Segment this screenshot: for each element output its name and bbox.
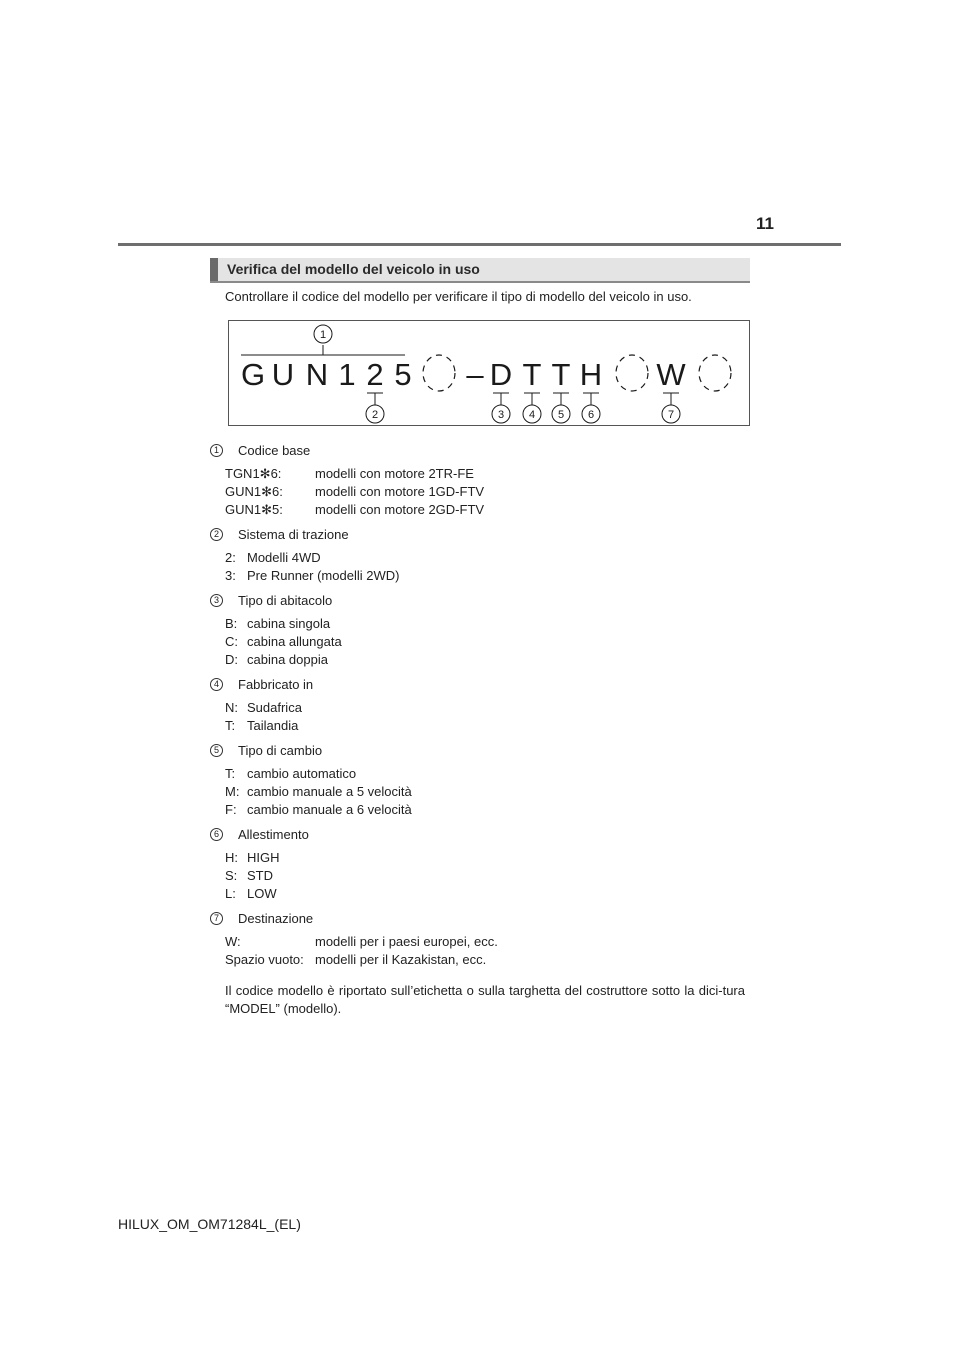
callout-number: 4 [528, 409, 536, 421]
item-title: Tipo di abitacolo [238, 592, 333, 608]
item-allestimento [210, 825, 309, 903]
item-number-badge: 1 [210, 444, 223, 457]
callout-number: 6 [587, 409, 595, 421]
model-label-note: Il codice modello è riportato sull’etichetta o sulla targhetta del costruttore sotto la dici-tura “MODEL” (modello). [225, 983, 745, 1016]
code-letter: U [271, 357, 295, 392]
item-number-badge: 3 [210, 594, 223, 607]
option-code: 2: [225, 550, 236, 565]
option-code: M: [225, 784, 240, 799]
callout-number: 3 [497, 409, 505, 421]
option-code: C: [225, 634, 238, 649]
option-desc: LOW [247, 886, 277, 901]
option-desc: modelli per il Kazakistan, ecc. [315, 952, 487, 967]
code-letter: T [551, 357, 571, 392]
option-code: B: [225, 616, 238, 631]
code-letter: H [579, 357, 603, 392]
item-tipo-cambio [210, 741, 412, 819]
option-desc: Tailandia [247, 718, 299, 733]
option-code: GUN1✻6: [225, 484, 283, 499]
option-code: TGN1✻6: [225, 466, 282, 481]
option-code: W: [225, 934, 241, 949]
blank-position-marker [699, 355, 731, 391]
option-code: L: [225, 886, 236, 901]
option-desc: cabina allungata [247, 634, 342, 649]
option-desc: Sudafrica [247, 700, 302, 715]
option-desc: cabina singola [247, 616, 331, 631]
option-desc: modelli con motore 2TR-FE [315, 466, 474, 481]
option-row [225, 801, 412, 819]
option-row [225, 465, 484, 483]
option-desc: Modelli 4WD [247, 550, 321, 565]
option-row [225, 633, 342, 651]
option-row [225, 885, 309, 903]
option-desc: modelli per i paesi europei, ecc. [315, 934, 498, 949]
option-desc: STD [247, 868, 273, 883]
option-code: H: [225, 850, 238, 865]
option-code: Spazio vuoto: [225, 952, 304, 967]
item-title: Codice base [238, 442, 311, 458]
option-desc: modelli con motore 1GD-FTV [315, 484, 485, 499]
item-number-badge: 4 [210, 678, 223, 691]
option-desc: HIGH [247, 850, 280, 865]
option-row [225, 783, 412, 801]
item-tipo-abitacolo [210, 591, 342, 669]
item-title: Sistema di trazione [238, 526, 349, 542]
callout-number: 1 [319, 329, 327, 341]
option-desc: modelli con motore 2GD-FTV [315, 502, 485, 517]
blank-position-marker [423, 355, 455, 391]
section-title: Verifica del modello del veicolo in uso [227, 261, 480, 277]
intro-text: Controllare il codice del modello per verificare il tipo di modello del veicolo in uso. [225, 289, 692, 304]
option-desc: Pre Runner (modelli 2WD) [247, 568, 400, 583]
item-number-badge: 5 [210, 744, 223, 757]
option-code: N: [225, 700, 238, 715]
option-row [225, 501, 484, 519]
code-letter: T [522, 357, 542, 392]
blank-position-marker [616, 355, 648, 391]
item-title: Fabbricato in [238, 676, 314, 692]
option-row [225, 951, 498, 969]
page-number: 11 [756, 214, 774, 233]
item-destinazione [210, 909, 498, 969]
option-row [225, 651, 342, 669]
code-letter: N [305, 357, 329, 392]
code-letter: 2 [366, 357, 384, 392]
option-code: T: [225, 766, 236, 781]
option-desc: cabina doppia [247, 652, 328, 667]
option-code: GUN1✻5: [225, 502, 283, 517]
code-letter: W [656, 357, 686, 392]
item-codice-base [210, 441, 484, 519]
option-row [225, 567, 399, 585]
option-code: T: [225, 718, 236, 733]
code-letter: 5 [394, 357, 412, 392]
callout-number: 5 [557, 409, 565, 421]
option-row [225, 933, 498, 951]
item-sistema-trazione [210, 525, 399, 585]
option-row [225, 765, 412, 783]
item-number-badge: 2 [210, 528, 223, 541]
option-code: S: [225, 868, 238, 883]
section-heading [210, 258, 750, 283]
code-letter: – [466, 357, 484, 392]
code-letter: G [240, 357, 266, 392]
footer-doc-code: HILUX_OM_OM71284L_(EL) [118, 1216, 301, 1232]
option-code: F: [225, 802, 237, 817]
code-letter: 1 [338, 357, 356, 392]
option-row [225, 849, 309, 867]
option-row [225, 483, 484, 501]
option-row [225, 615, 342, 633]
item-number-badge: 6 [210, 828, 223, 841]
item-title: Destinazione [238, 910, 314, 926]
callout-number: 7 [667, 409, 675, 421]
option-row [225, 717, 313, 735]
option-row [225, 699, 313, 717]
item-fabbricato-in [210, 675, 313, 735]
code-letter: D [489, 357, 513, 392]
model-code-diagram [229, 321, 751, 427]
item-title: Allestimento [238, 826, 309, 842]
option-row [225, 549, 399, 567]
option-desc: cambio manuale a 5 velocità [247, 784, 412, 799]
option-code: 3: [225, 568, 236, 583]
option-desc: cambio manuale a 6 velocità [247, 802, 412, 817]
model-code-figure [228, 320, 750, 426]
option-code: D: [225, 652, 238, 667]
item-title: Tipo di cambio [238, 742, 323, 758]
option-row [225, 867, 309, 885]
option-desc: cambio automatico [247, 766, 357, 781]
callout-number: 2 [371, 409, 379, 421]
heading-accent-bar [210, 258, 218, 281]
item-number-badge: 7 [210, 912, 223, 925]
header-rule [118, 243, 841, 246]
